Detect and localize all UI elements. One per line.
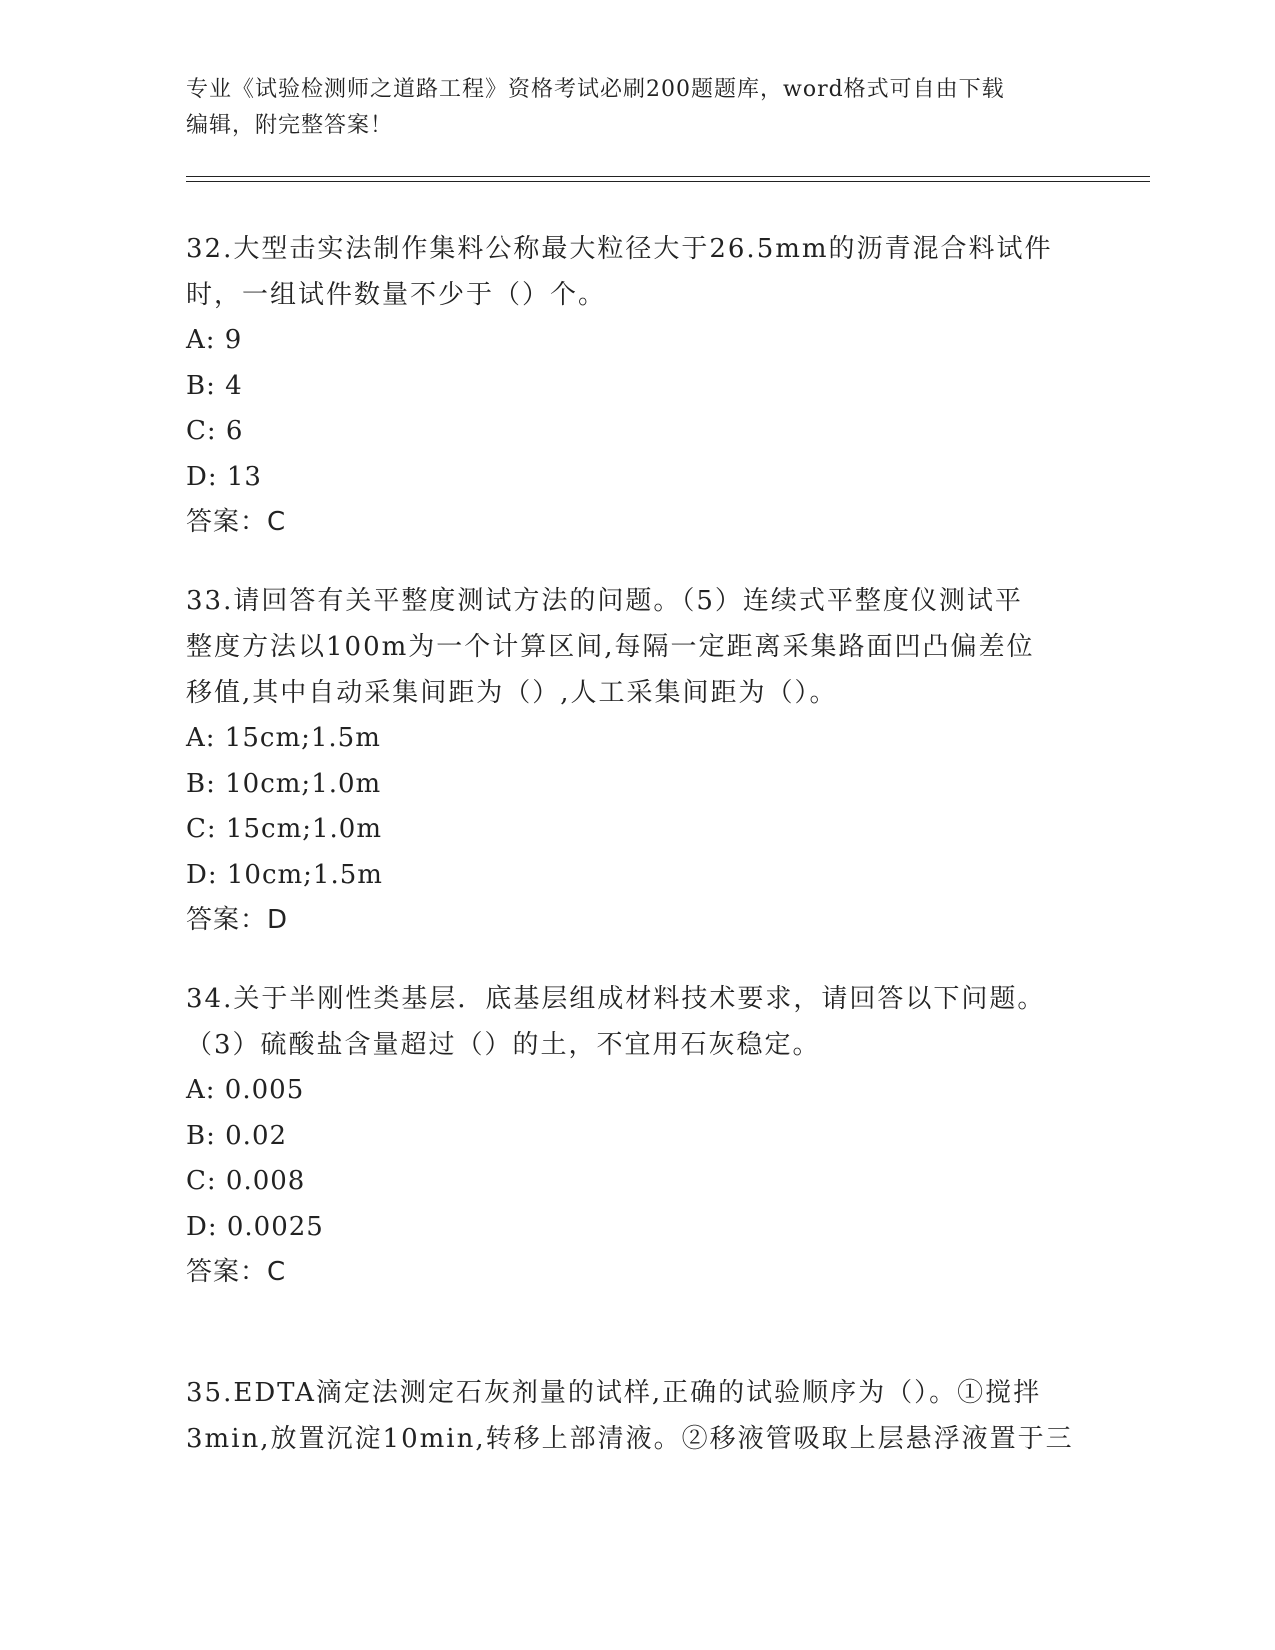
stem-line: 34.关于半刚性类基层．底基层组成材料技术要求，请回答以下问题。	[186, 984, 1046, 1014]
option-c: C: 0.008	[186, 1166, 306, 1196]
header-line-2: 编辑，附完整答案！	[186, 113, 394, 138]
header-divider-top	[186, 176, 1150, 177]
question-stem	[186, 1370, 1086, 1462]
option-a: A: 9	[186, 325, 243, 355]
answer: 答案：D	[186, 905, 289, 935]
option-b: B: 4	[186, 370, 243, 401]
option-d: D: 13	[186, 461, 262, 492]
option-b: B: 10cm;1.0m	[186, 768, 382, 799]
option-c: C: 6	[186, 416, 244, 446]
stem-line: 整度方法以100m为一个计算区间,每隔一定距离采集路面凹凸偏差位	[186, 632, 1035, 662]
question-35	[186, 1370, 1086, 1462]
stem-line: 3min,放置沉淀10min,转移上部清液。②移液管吸取上层悬浮液置于三	[186, 1424, 1074, 1454]
option-c: C: 15cm;1.0m	[186, 814, 382, 844]
stem-line: 35.EDTA滴定法测定石灰剂量的试样,正确的试验顺序为（）。①搅拌	[186, 1378, 1042, 1408]
header-divider-bottom	[186, 181, 1150, 182]
option-d: D: 10cm;1.5m	[186, 859, 383, 890]
stem-line: 33.请回答有关平整度测试方法的问题。（5）连续式平整度仪测试平	[186, 586, 1023, 616]
answer: 答案：C	[186, 507, 287, 537]
question-stem	[186, 226, 1086, 318]
stem-line: （3）硫酸盐含量超过（）的土，不宜用石灰稳定。	[186, 1030, 821, 1060]
option-a: A: 0.005	[186, 1075, 305, 1105]
stem-line: 时，一组试件数量不少于（）个。	[186, 280, 607, 310]
question-stem	[186, 976, 1086, 1068]
document-header	[186, 72, 1086, 144]
answer: 答案：C	[186, 1257, 287, 1287]
stem-line: 32.大型击实法制作集料公称最大粒径大于26.5mm的沥青混合料试件	[186, 234, 1053, 264]
header-line-1: 专业《试验检测师之道路工程》资格考试必刷200题题库，word格式可自由下载	[186, 77, 1005, 102]
stem-line: 移值,其中自动采集间距为（）,人工采集间距为（）。	[186, 678, 838, 708]
option-d: D: 0.0025	[186, 1211, 324, 1242]
question-stem	[186, 578, 1086, 716]
question-33	[186, 578, 1086, 944]
question-34	[186, 976, 1086, 1296]
question-32	[186, 226, 1086, 546]
option-a: A: 15cm;1.5m	[186, 723, 381, 753]
option-b: B: 0.02	[186, 1120, 288, 1151]
